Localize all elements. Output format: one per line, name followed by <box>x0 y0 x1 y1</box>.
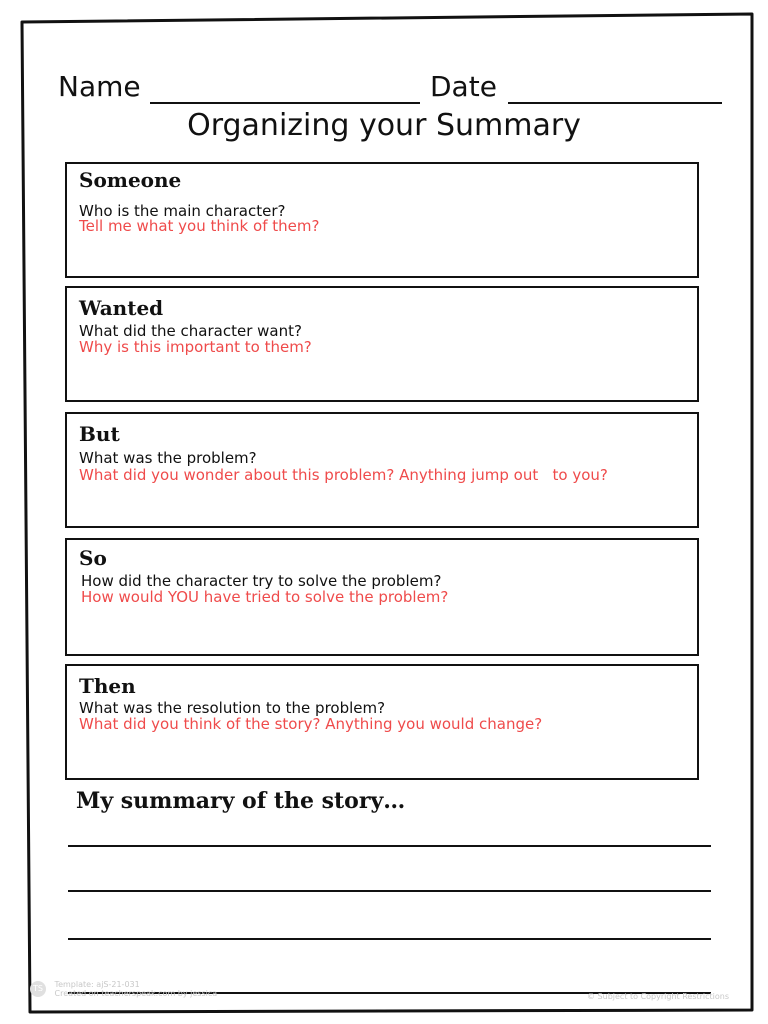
copyright-notice: © Subject to Copyright Restrictions <box>587 992 730 1001</box>
section-reflection: Tell me what you think of them? <box>79 217 320 235</box>
ts-logo-icon: TS <box>30 981 46 997</box>
section-heading: So <box>79 546 107 570</box>
writing-line[interactable] <box>68 845 711 847</box>
summary-heading: My summary of the story… <box>76 788 406 814</box>
template-code: Template: ajS-21-031 <box>54 980 140 989</box>
section-question: What did the character want? <box>79 322 302 340</box>
name-blank-line[interactable] <box>150 102 420 104</box>
section-heading: Someone <box>79 168 182 192</box>
name-date-row <box>58 70 728 110</box>
writing-line[interactable] <box>68 938 711 940</box>
section-question: Who is the main character? <box>79 202 286 220</box>
name-label: Name <box>58 70 141 103</box>
section-but[interactable] <box>65 412 699 528</box>
writing-line[interactable] <box>68 890 711 892</box>
section-so[interactable] <box>65 538 699 656</box>
date-blank-line[interactable] <box>508 102 722 104</box>
created-on-text: Created on teacherspeak.com by jessica <box>54 989 218 998</box>
section-question: What was the resolution to the problem? <box>79 699 386 717</box>
section-heading: But <box>79 422 120 446</box>
section-wanted[interactable] <box>65 286 699 402</box>
section-question: How did the character try to solve the problem? <box>81 572 442 590</box>
section-heading: Wanted <box>79 296 164 320</box>
section-reflection: What did you think of the story? Anything you would change? <box>79 715 543 733</box>
section-then[interactable] <box>65 664 699 780</box>
section-reflection: What did you wonder about this problem? Anything jump out to you? <box>79 466 608 484</box>
section-question: What was the problem? <box>79 449 257 467</box>
section-heading: Then <box>79 674 136 698</box>
section-reflection: How would YOU have tried to solve the problem? <box>81 588 449 606</box>
page-title: Organizing your Summary <box>187 108 581 143</box>
section-reflection: Why is this important to them? <box>79 338 312 356</box>
date-label: Date <box>430 70 497 103</box>
section-someone[interactable] <box>65 162 699 278</box>
footer-credits <box>30 980 217 998</box>
